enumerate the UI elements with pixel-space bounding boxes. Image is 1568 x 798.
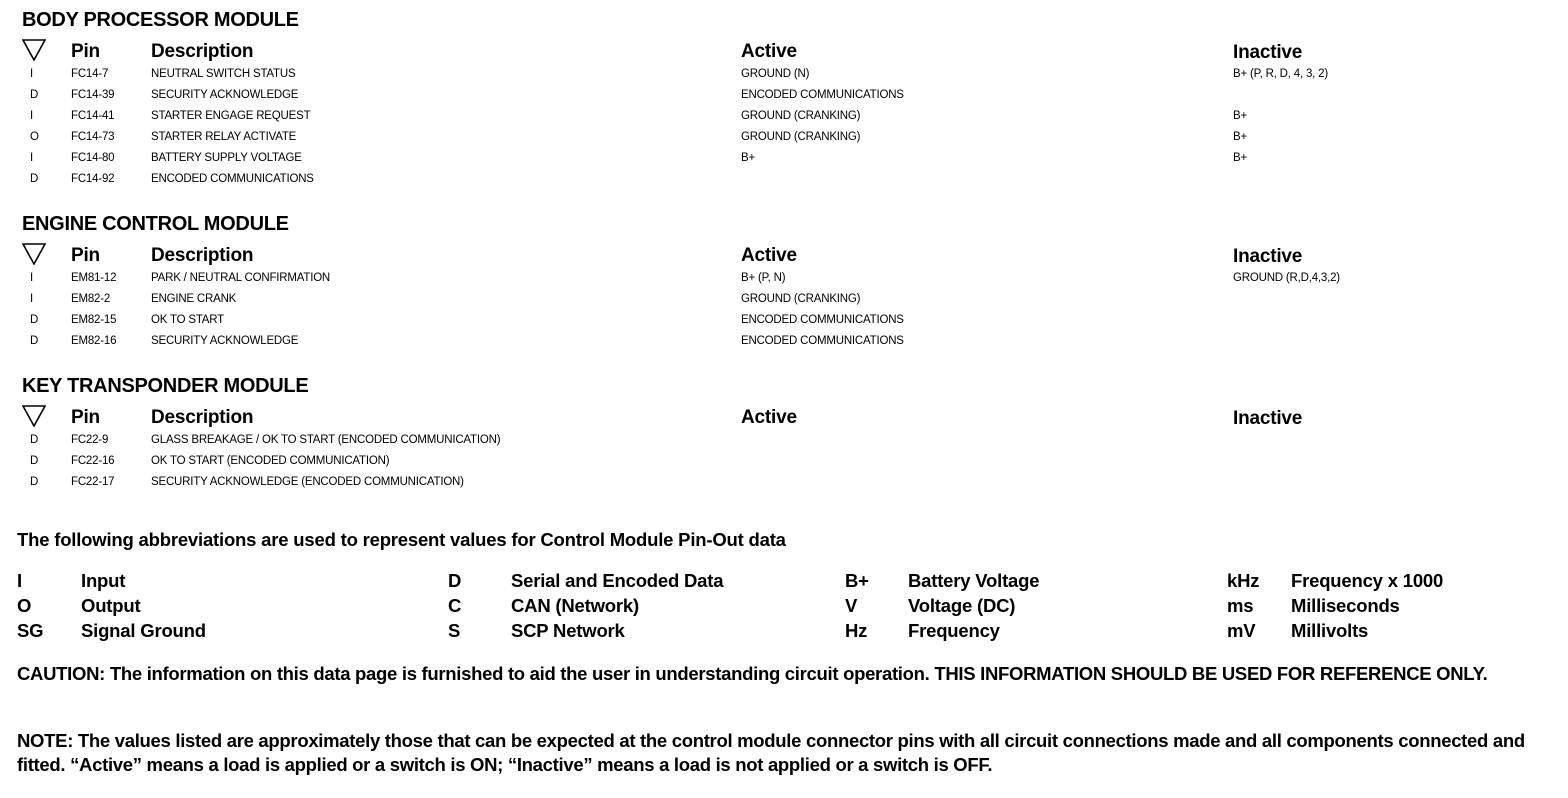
pin-description: OK TO START [151, 314, 224, 326]
pin-type: D [30, 335, 39, 347]
pin-active-value: ENCODED COMMUNICATIONS [741, 335, 904, 347]
abbreviation-code: O [17, 595, 32, 616]
pin-active-value: GROUND (N) [741, 68, 810, 80]
abbreviation-meaning: SCP Network [511, 620, 625, 641]
abbreviation-meaning: Frequency x 1000 [1291, 570, 1444, 591]
pin-active-value: B+ [741, 152, 755, 164]
column-header-active: Active [741, 245, 797, 266]
pin-description: STARTER RELAY ACTIVATE [151, 131, 297, 143]
pin-inactive-value: GROUND (R,D,4,3,2) [1233, 272, 1340, 284]
caution-text: CAUTION: The information on this data page is furnished to aid the user in understanding circuit operation. THIS INFORMATION SHOULD BE USED FOR REFERENCE ONLY. [17, 663, 1488, 684]
pin-type: I [30, 293, 33, 305]
table-row [0, 68, 1568, 89]
pin-description: PARK / NEUTRAL CONFIRMATION [151, 272, 331, 284]
pin-type: D [30, 434, 39, 446]
pin-description: ENCODED COMMUNICATIONS [151, 173, 314, 185]
abbreviation-row [0, 595, 1568, 620]
note-text: NOTE: The values listed are approximately those that can be expected at the control module connector pins with all circuit connections made and all components connected and fitted. “Active” means a load is applied or a switch is ON; “Inactive” means a load is not applied or a switch is OFF. [17, 730, 1525, 775]
column-header-pin: Pin [71, 41, 100, 62]
pin-type: D [30, 455, 39, 467]
pin-table [0, 272, 1568, 356]
abbreviation-code: I [17, 570, 22, 591]
pin-type: D [30, 314, 39, 326]
pin-description: OK TO START (ENCODED COMMUNICATION) [151, 455, 390, 467]
pin-type: I [30, 68, 33, 80]
table-row [0, 434, 1568, 455]
table-row [0, 131, 1568, 152]
pin-type: I [30, 152, 33, 164]
abbreviation-row [0, 620, 1568, 645]
abbreviation-meaning: Frequency [908, 620, 1000, 641]
abbreviation-code: C [448, 595, 462, 616]
abbreviation-code: D [448, 570, 462, 591]
column-header-inactive: Inactive [1233, 42, 1303, 63]
signal-direction-triangle-icon [22, 243, 46, 265]
pin-id: EM82-16 [71, 335, 117, 347]
pin-inactive-value: B+ [1233, 131, 1247, 143]
signal-direction-triangle-icon [22, 405, 46, 427]
pin-table [0, 434, 1568, 497]
pin-inactive-value: B+ [1233, 152, 1247, 164]
table-row [0, 272, 1568, 293]
section-title: BODY PROCESSOR MODULE [22, 9, 299, 31]
pin-id: FC14-41 [71, 110, 115, 122]
table-row [0, 152, 1568, 173]
abbreviation-meaning: Millivolts [1291, 620, 1369, 641]
abbreviation-code: V [845, 595, 858, 616]
abbreviation-meaning: Output [81, 595, 141, 616]
table-row [0, 110, 1568, 131]
pin-table [0, 68, 1568, 194]
pin-description: SECURITY ACKNOWLEDGE (ENCODED COMMUNICATION) [151, 476, 464, 488]
abbreviation-meaning: Voltage (DC) [908, 595, 1016, 616]
abbreviation-code: S [448, 620, 461, 641]
abbreviations-legend [0, 570, 1568, 645]
abbreviation-code: ms [1227, 595, 1254, 616]
table-row [0, 89, 1568, 110]
table-row [0, 335, 1568, 356]
pin-active-value: GROUND (CRANKING) [741, 110, 861, 122]
pin-description: ENGINE CRANK [151, 293, 237, 305]
column-header-inactive: Inactive [1233, 246, 1303, 267]
pin-description: SECURITY ACKNOWLEDGE [151, 89, 299, 101]
pin-id: FC14-80 [71, 152, 115, 164]
pin-active-value: GROUND (CRANKING) [741, 131, 861, 143]
pin-type: I [30, 272, 33, 284]
abbreviation-code: Hz [845, 620, 868, 641]
pin-type: D [30, 476, 39, 488]
column-header-pin: Pin [71, 407, 100, 428]
pin-type: D [30, 173, 39, 185]
column-header-active: Active [741, 41, 797, 62]
column-header-pin: Pin [71, 245, 100, 266]
abbreviation-meaning: Battery Voltage [908, 570, 1040, 591]
column-header-active: Active [741, 407, 797, 428]
pin-inactive-value: B+ (P, R, D, 4, 3, 2) [1233, 68, 1328, 80]
table-row [0, 314, 1568, 335]
abbreviation-code: B+ [845, 570, 869, 591]
pin-id: FC14-39 [71, 89, 115, 101]
pin-id: EM82-15 [71, 314, 117, 326]
pin-id: EM81-12 [71, 272, 117, 284]
column-header-description: Description [151, 41, 254, 62]
pin-inactive-value: B+ [1233, 110, 1247, 122]
abbreviation-code: mV [1227, 620, 1256, 641]
table-row [0, 455, 1568, 476]
column-header-inactive: Inactive [1233, 408, 1303, 429]
abbreviation-meaning: CAN (Network) [511, 595, 639, 616]
table-row [0, 173, 1568, 194]
abbreviation-meaning: Input [81, 570, 126, 591]
column-header-description: Description [151, 407, 254, 428]
pin-id: FC22-16 [71, 455, 115, 467]
abbreviation-meaning: Serial and Encoded Data [511, 570, 724, 591]
pin-active-value: B+ (P, N) [741, 272, 786, 284]
pin-id: FC22-17 [71, 476, 115, 488]
section-title: ENGINE CONTROL MODULE [22, 213, 289, 235]
pin-active-value: GROUND (CRANKING) [741, 293, 861, 305]
pin-description: STARTER ENGAGE REQUEST [151, 110, 311, 122]
abbreviation-code: SG [17, 620, 44, 641]
column-header-description: Description [151, 245, 254, 266]
pin-type: O [30, 131, 39, 143]
abbreviations-title: The following abbreviations are used to represent values for Control Module Pin-Out data [17, 529, 786, 550]
pin-id: FC22-9 [71, 434, 109, 446]
signal-direction-triangle-icon [22, 39, 46, 61]
abbreviation-code: kHz [1227, 570, 1260, 591]
pin-id: FC14-7 [71, 68, 109, 80]
pin-type: D [30, 89, 39, 101]
pin-description: NEUTRAL SWITCH STATUS [151, 68, 296, 80]
pin-id: FC14-73 [71, 131, 115, 143]
table-row [0, 476, 1568, 497]
abbreviation-meaning: Signal Ground [81, 620, 206, 641]
abbreviation-row [0, 570, 1568, 595]
pin-id: EM82-2 [71, 293, 111, 305]
pin-description: BATTERY SUPPLY VOLTAGE [151, 152, 302, 164]
pin-active-value: ENCODED COMMUNICATIONS [741, 314, 904, 326]
pin-description: GLASS BREAKAGE / OK TO START (ENCODED COMMUNICATION) [151, 434, 501, 446]
pin-id: FC14-92 [71, 173, 115, 185]
pin-type: I [30, 110, 33, 122]
section-title: KEY TRANSPONDER MODULE [22, 375, 309, 397]
pin-description: SECURITY ACKNOWLEDGE [151, 335, 299, 347]
abbreviation-meaning: Milliseconds [1291, 595, 1400, 616]
table-row [0, 293, 1568, 314]
pin-active-value: ENCODED COMMUNICATIONS [741, 89, 904, 101]
